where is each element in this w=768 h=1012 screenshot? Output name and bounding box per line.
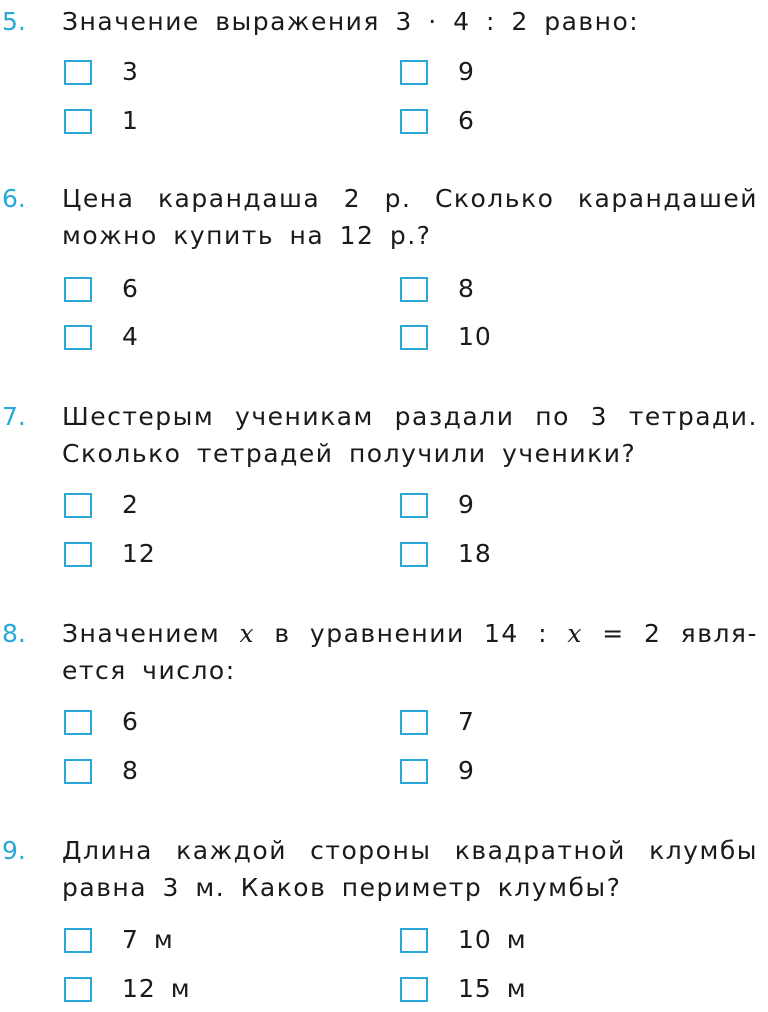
answer-option[interactable] — [64, 57, 139, 87]
option-label: 1 — [122, 106, 139, 135]
question-number: 6. — [2, 184, 26, 213]
question-line: Сколько тетрадей получили ученики? — [62, 439, 637, 468]
question-line: Шестерым ученикам раздали по 3 тетради. — [62, 402, 758, 431]
checkbox[interactable] — [400, 60, 428, 85]
answer-option[interactable] — [400, 490, 475, 520]
checkbox[interactable] — [400, 493, 428, 518]
question-line: Значение выражения 3 · 4 : 2 равно: — [62, 7, 640, 36]
checkbox[interactable] — [64, 325, 92, 350]
question-text — [62, 398, 758, 472]
answer-option[interactable] — [64, 756, 139, 786]
question-text — [62, 180, 758, 254]
checkbox[interactable] — [400, 277, 428, 302]
answer-option[interactable] — [400, 106, 475, 136]
option-label: 12 м — [122, 974, 191, 1003]
option-label: 6 — [122, 274, 139, 303]
option-label: 3 — [122, 57, 139, 86]
answer-option[interactable] — [400, 925, 527, 955]
checkbox[interactable] — [64, 759, 92, 784]
question-number: 8. — [2, 619, 26, 648]
option-label: 7 м — [122, 925, 174, 954]
math-variable: x — [567, 619, 583, 648]
answer-option[interactable] — [64, 707, 139, 737]
answer-option[interactable] — [64, 490, 139, 520]
checkbox[interactable] — [400, 928, 428, 953]
question-text-part: = 2 явля- — [582, 619, 758, 648]
checkbox[interactable] — [64, 977, 92, 1002]
question-number: 9. — [2, 836, 26, 865]
math-variable: x — [239, 619, 256, 648]
option-label: 9 — [458, 57, 475, 86]
question-text — [62, 615, 758, 689]
answer-option[interactable] — [64, 106, 139, 136]
option-label: 2 — [122, 490, 139, 519]
checkbox[interactable] — [400, 325, 428, 350]
option-label: 10 — [458, 322, 492, 351]
option-label: 6 — [458, 106, 475, 135]
answer-option[interactable] — [400, 707, 475, 737]
option-label: 8 — [458, 274, 475, 303]
answer-option[interactable] — [64, 539, 156, 569]
option-label: 9 — [458, 490, 475, 519]
question-number: 5. — [2, 7, 26, 36]
answer-option[interactable] — [400, 756, 475, 786]
option-label: 4 — [122, 322, 139, 351]
checkbox[interactable] — [400, 542, 428, 567]
checkbox[interactable] — [400, 109, 428, 134]
checkbox[interactable] — [400, 977, 428, 1002]
question-line: ется число: — [62, 656, 236, 685]
answer-option[interactable] — [400, 974, 527, 1004]
checkbox[interactable] — [400, 759, 428, 784]
answer-option[interactable] — [64, 274, 139, 304]
answer-option[interactable] — [400, 539, 492, 569]
answer-option[interactable] — [64, 974, 191, 1004]
question-line: равна 3 м. Каков периметр клумбы? — [62, 873, 622, 902]
answer-option[interactable] — [64, 322, 139, 352]
answer-option[interactable] — [64, 925, 174, 955]
option-label: 6 — [122, 707, 139, 736]
option-label: 9 — [458, 756, 475, 785]
option-label: 18 — [458, 539, 492, 568]
option-label: 7 — [458, 707, 475, 736]
question-text-part: в уравнении 14 : — [255, 619, 568, 648]
option-label: 8 — [122, 756, 139, 785]
question-line — [62, 615, 758, 652]
checkbox[interactable] — [64, 928, 92, 953]
answer-option[interactable] — [400, 57, 475, 87]
question-line: Длина каждой стороны квадратной клумбы — [62, 836, 758, 865]
answer-option[interactable] — [400, 322, 492, 352]
question-text — [62, 832, 758, 906]
checkbox[interactable] — [64, 710, 92, 735]
question-line: можно купить на 12 р.? — [62, 221, 432, 250]
checkbox[interactable] — [400, 710, 428, 735]
question-line: Цена карандаша 2 р. Сколько карандашей — [62, 184, 758, 213]
checkbox[interactable] — [64, 109, 92, 134]
checkbox[interactable] — [64, 542, 92, 567]
question-number: 7. — [2, 402, 26, 431]
checkbox[interactable] — [64, 493, 92, 518]
answer-option[interactable] — [400, 274, 475, 304]
checkbox[interactable] — [64, 277, 92, 302]
question-text-part: Значением — [62, 619, 240, 648]
option-label: 12 — [122, 539, 156, 568]
option-label: 10 м — [458, 925, 527, 954]
option-label: 15 м — [458, 974, 527, 1003]
question-text — [62, 3, 758, 40]
checkbox[interactable] — [64, 60, 92, 85]
